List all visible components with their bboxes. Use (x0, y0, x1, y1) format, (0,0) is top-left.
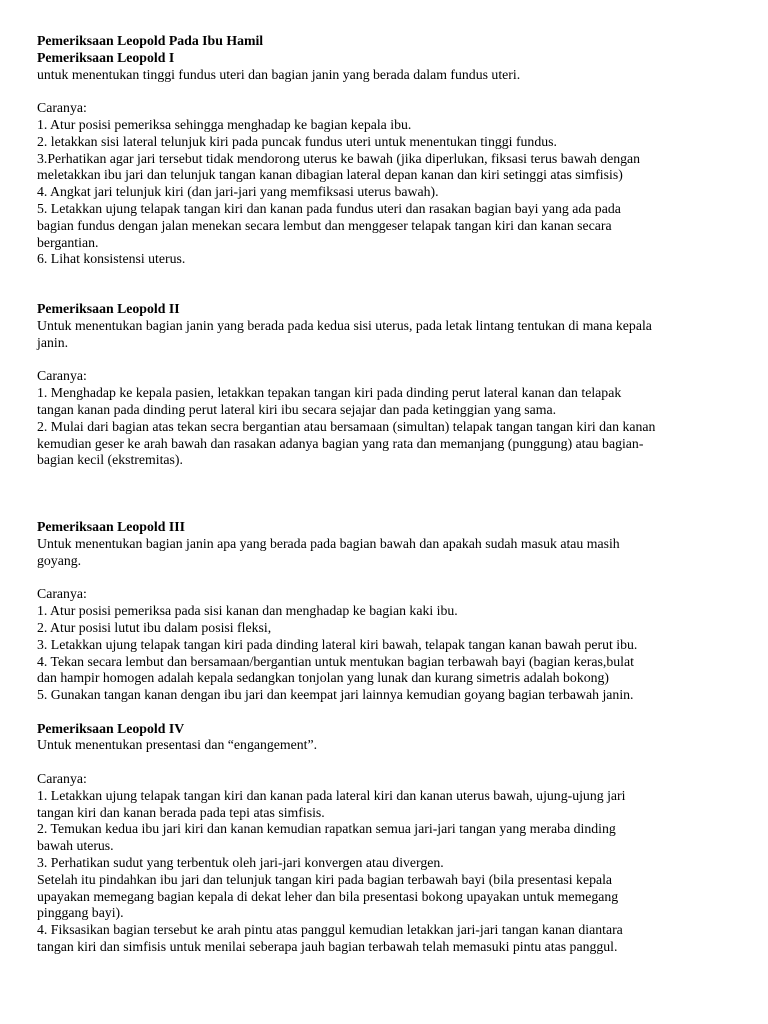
step-line: 3. Perhatikan sudut yang terbentuk oleh jari-jari konvergen atau divergen. (37, 855, 444, 871)
section-leopold-2 (37, 301, 737, 469)
step-line: 5. Letakkan ujung telapak tangan kiri dan kanan pada fundus uteri dan rasakan bagian bayi yang ada pada (37, 200, 621, 216)
step-line: bagian fundus dengan jalan menekan secara lembut dan menggeser telapak tangan kiri dan kanan secara (37, 217, 612, 233)
step-line: tangan kiri dan kanan berada pada tepi atas simfisis. (37, 804, 325, 820)
step-line: bergantian. (37, 234, 99, 250)
step-line: 6. Lihat konsistensi uterus. (37, 251, 186, 267)
step-line: 1. Atur posisi pemeriksa sehingga menghadap ke bagian kepala ibu. (37, 116, 412, 132)
step-line: bagian kecil (ekstremitas). (37, 452, 183, 468)
step-line: 5. Gunakan tangan kanan dengan ibu jari dan keempat jari lainnya kemudian goyang bagian terbawah janin. (37, 687, 634, 703)
step-line: 2. letakkan sisi lateral telunjuk kiri pada puncak fundus uteri untuk menentukan tinggi fundus. (37, 133, 557, 149)
step-line: tangan kanan pada dinding perut lateral kiri ibu secara sejajar dan pada ketinggian yang sama. (37, 401, 557, 417)
section-heading: Pemeriksaan Leopold IV (37, 720, 185, 736)
step-line: 4. Tekan secara lembut dan bersamaan/bergantian untuk mentukan bagian terbawah bayi (bagian keras,bulat (37, 653, 634, 669)
step-line: 2. Atur posisi lutut ibu dalam posisi fleksi, (37, 619, 272, 635)
section-heading: Pemeriksaan Leopold I (37, 49, 175, 65)
step-line: 1. Letakkan ujung telapak tangan kiri dan kanan pada lateral kiri dan kanan uterus bawah, ujung-ujung jari (37, 787, 626, 803)
step-line: dan hampir homogen adalah kepala sedangkan tonjolan yang lunak dan kurang simetris adalah bokong) (37, 670, 610, 686)
section-purpose-line: janin. (37, 334, 69, 350)
section-leopold-1 (37, 50, 737, 268)
step-line: 4. Angkat jari telunjuk kiri (dan jari-jari yang memfiksasi uterus bawah). (37, 184, 439, 200)
section-purpose-line: goyang. (37, 552, 82, 568)
section-purpose-line: untuk menentukan tinggi fundus uteri dan bagian janin yang berada dalam fundus uteri. (37, 66, 521, 82)
step-line: 3. Letakkan ujung telapak tangan kiri pada dinding lateral kiri bawah, telapak tangan kanan bawah perut ibu. (37, 636, 638, 652)
document-title: Pemeriksaan Leopold Pada Ibu Hamil (37, 33, 264, 48)
caranya-label: Caranya: (37, 100, 87, 116)
step-line: Setelah itu pindahkan ibu jari dan telunjuk tangan kiri pada bagian terbawah bayi (bila presentasi kepala (37, 871, 613, 887)
step-line: 2. Mulai dari bagian atas tekan secra bergantian atau bersamaan (simultan) telapak tangan tangan kiri dan kanan (37, 418, 656, 434)
step-line: 3.Perhatikan agar jari tersebut tidak mendorong uterus ke bawah (jika diperlukan, fiksasi terus bawah dengan (37, 150, 641, 166)
step-line: meletakkan ibu jari dan telunjuk tangan kanan dibagian lateral depan kanan dan kiri setinggi atas simfisis) (37, 167, 623, 183)
section-purpose-line: Untuk menentukan bagian janin apa yang berada pada bagian bawah dan apakah sudah masuk atau masih (37, 535, 620, 551)
section-leopold-4 (37, 721, 737, 956)
step-line: 1. Atur posisi pemeriksa pada sisi kanan dan menghadap ke bagian kaki ibu. (37, 603, 458, 619)
step-line: 1. Menghadap ke kepala pasien, letakkan tepakan tangan kiri pada dinding perut lateral kanan dan telapak (37, 385, 622, 401)
step-line: pinggang bayi). (37, 905, 124, 921)
caranya-label: Caranya: (37, 586, 87, 602)
caranya-label: Caranya: (37, 771, 87, 787)
step-line: bawah uterus. (37, 838, 114, 854)
step-line: 4. Fiksasikan bagian tersebut ke arah pintu atas panggul kemudian letakkan jari-jari tangan kanan diantara (37, 922, 623, 938)
step-line: 2. Temukan kedua ibu jari kiri dan kanan kemudian rapatkan semua jari-jari tangan yang meraba dinding (37, 821, 616, 837)
step-line: kemudian geser ke arah bawah dan rasakan adanya bagian yang rata dan memanjang (punggung) atau bagian- (37, 435, 644, 451)
section-purpose-line: Untuk menentukan presentasi dan “engangement”. (37, 737, 318, 753)
section-heading: Pemeriksaan Leopold II (37, 301, 180, 317)
step-line: upayakan memegang bagian kepala di dekat leher dan bila presentasi bokong upayakan untuk memegang (37, 888, 619, 904)
step-line: tangan kiri dan simfisis untuk menilai seberapa jauh bagian terbawah telah memasuki pintu atas panggul. (37, 939, 618, 955)
caranya-label: Caranya: (37, 368, 87, 384)
section-purpose-line: Untuk menentukan bagian janin yang berada pada kedua sisi uterus, pada letak lintang tentukan di mana kepala (37, 317, 652, 333)
section-leopold-3 (37, 519, 737, 704)
document-page (37, 33, 737, 956)
section-heading: Pemeriksaan Leopold III (37, 519, 185, 535)
